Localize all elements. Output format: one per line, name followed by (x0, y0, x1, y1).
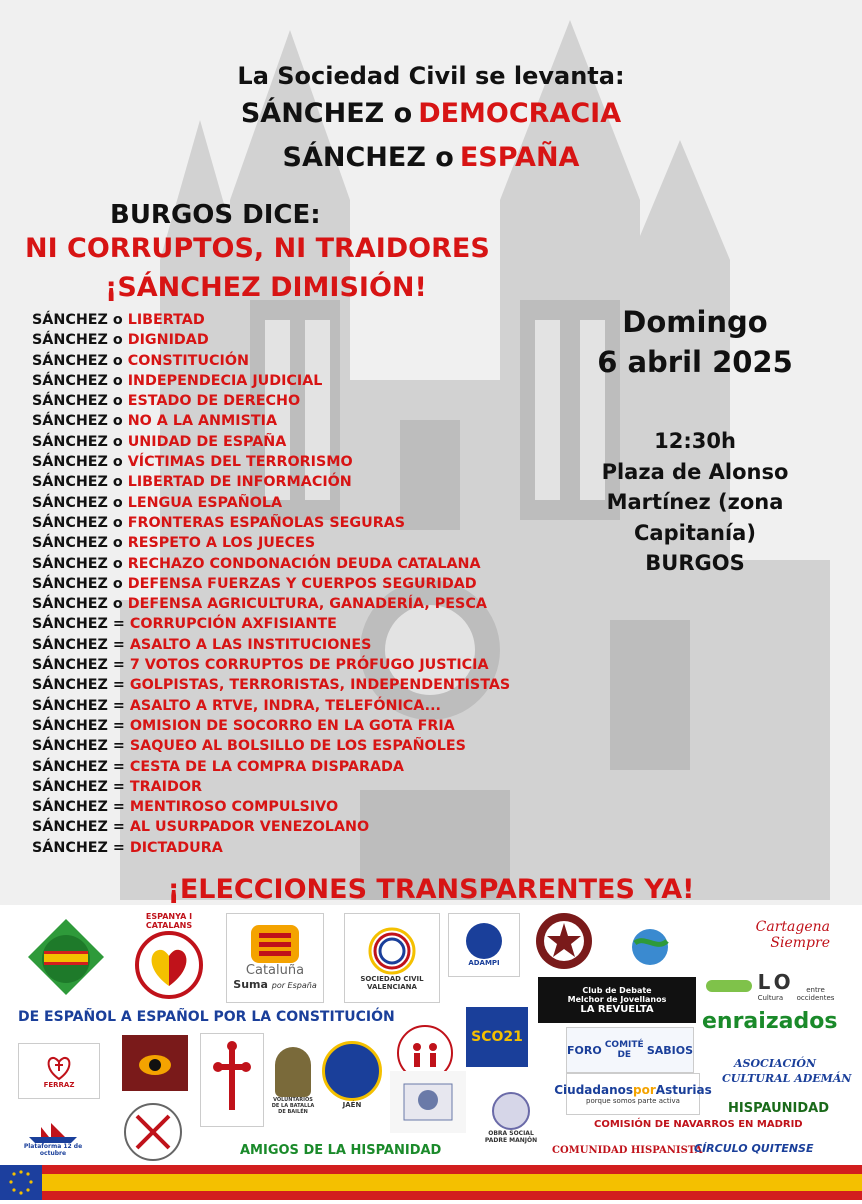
rings-icon (362, 925, 422, 975)
slogan-prefix: SÁNCHEZ o (32, 596, 128, 613)
slogan-prefix: SÁNCHEZ o (32, 494, 128, 511)
event-place-line1: Plaza de Alonso (601, 459, 789, 484)
event-place-line2: Martínez (zona (606, 490, 784, 514)
slogan-row (32, 736, 572, 756)
slogan-value: GOLPISTAS, TERRORISTAS, INDEPENDENTISTAS (129, 677, 511, 694)
heart-cross-icon (43, 1053, 75, 1081)
padre-manjon-logo (480, 1087, 542, 1149)
slogan-prefix: SÁNCHEZ = (32, 717, 130, 734)
ship-icon (25, 1121, 81, 1143)
ciudadanos-label: Ciudadanos (554, 1083, 634, 1097)
slogan-prefix: SÁNCHEZ o (32, 312, 128, 328)
slogan-value: CORRUPCIÓN AXFISIANTE (129, 616, 337, 633)
slogan-row (32, 675, 572, 695)
bailen-label: VOLUNTARIOS DE LA BATALLA DE BAILÉN (271, 1097, 315, 1115)
slogan-row (32, 371, 572, 391)
padre-manjon-icon (492, 1092, 530, 1130)
slogan-value: DICTADURA (129, 839, 223, 856)
slogan-value: ASALTO A LAS INSTITUCIONES (129, 636, 372, 653)
lo-sub1: Cultura (757, 994, 784, 1002)
slogan-value: ASALTO A RTVE, INDRA, TELEFÓNICA... (129, 697, 441, 714)
circulo-quitense-label: CÍRCULO QUITENSE (694, 1142, 814, 1155)
jaen-amigos-logo (320, 1035, 384, 1115)
slogan-prefix: SÁNCHEZ o (32, 393, 128, 410)
cataluna-suma-text2: Suma (233, 978, 268, 991)
slogan-value: 7 VOTOS CORRUPTOS DE PRÓFUGO JUSTICIA (129, 657, 489, 674)
header-line1: La Sociedad Civil se levanta: (237, 62, 625, 90)
slogan-prefix: SÁNCHEZ o (32, 454, 128, 471)
lo-icon (706, 980, 752, 992)
cross-icon (212, 1040, 252, 1120)
ciudadanos-sub: porque somos parte activa (586, 1097, 680, 1105)
bull-emblem-logo (122, 1035, 188, 1091)
slogan-prefix: SÁNCHEZ = (32, 677, 130, 694)
seal-logo (390, 1071, 466, 1133)
slogan-prefix: SÁNCHEZ = (32, 799, 130, 816)
slogan-prefix: SÁNCHEZ = (32, 819, 130, 836)
slogan-row (32, 533, 572, 553)
star-emblem-logo (532, 909, 596, 973)
la-revuelta-label: LA REVUELTA (580, 1003, 654, 1015)
slogan-value: INDEPENDECIA JUDICIAL (127, 372, 323, 389)
enraizados-label: enraizados (702, 1009, 838, 1034)
sanchez-dimision-slogan: ¡SÁNCHEZ DIMISIÓN! (105, 272, 427, 303)
sco21-label: SCO21 (471, 1029, 523, 1045)
slogan-row (32, 838, 572, 858)
de-espanol-a-espanol-label: DE ESPAÑOL A ESPAÑOL POR LA CONSTITUCIÓN (18, 1009, 395, 1025)
scv-label: SOCIEDAD CIVIL VALENCIANA (360, 975, 424, 991)
ni-corruptos-slogan: NI CORRUPTOS, NI TRAIDORES (25, 233, 490, 264)
ciudadanos-por-label: por (633, 1083, 656, 1097)
slogan-prefix: SÁNCHEZ = (32, 616, 130, 633)
hispaunidad-label: HISPAUNIDAD (728, 1101, 829, 1116)
slogan-row (32, 310, 572, 330)
cataluna-suma-icon (251, 925, 299, 963)
ferraz-label: FERRAZ (43, 1081, 75, 1089)
slogan-value: CONSTITUCIÓN (127, 352, 249, 369)
foro-comite-sabios-logo (566, 1027, 694, 1073)
event-date-block (560, 302, 830, 382)
slogan-prefix: SÁNCHEZ o (32, 535, 128, 552)
slogan-value: RECHAZO CONDONACIÓN DEUDA CATALANA (127, 555, 481, 572)
slogan-prefix: SÁNCHEZ = (32, 758, 130, 775)
slogan-row (32, 330, 572, 350)
slogan-value: RESPETO A LOS JUECES (127, 535, 316, 552)
slogan-row (32, 635, 572, 655)
slogan-row (32, 472, 572, 492)
elecciones-slogan: ¡ELECCIONES TRANSPARENTES YA! (167, 874, 695, 905)
slogan-value: UNIDAD DE ESPAÑA (127, 433, 287, 450)
foro-label: FORO (567, 1043, 602, 1057)
bull-icon (130, 1043, 180, 1083)
jaen-shield-icon (322, 1041, 382, 1101)
bailen-voluntarios-logo (268, 1035, 318, 1127)
club-debate-label: Club de Debate (582, 985, 652, 995)
comite-label: COMITÉ DE (604, 1040, 644, 1060)
header-line3 (0, 142, 862, 173)
slogan-row (32, 817, 572, 837)
slogan-value: TRAIDOR (129, 778, 203, 795)
adampi-logo (448, 913, 520, 977)
slogan-value: MENTIROSO COMPULSIVO (129, 799, 339, 816)
plataforma-label: Plataforma 12 de octubre (23, 1143, 83, 1157)
slogan-prefix: SÁNCHEZ o (32, 555, 128, 572)
slogan-prefix: SÁNCHEZ o (32, 433, 128, 450)
slogan-value: OMISION DE SOCORRO EN LA GOTA FRIA (129, 717, 455, 734)
slogan-prefix: SÁNCHEZ o (32, 332, 128, 349)
cartagena-siempre-logo (700, 909, 830, 961)
slogan-row (32, 696, 572, 716)
slogan-value: FRONTERAS ESPAÑOLAS SEGURAS (127, 514, 406, 531)
eu-flag-icon (0, 1165, 42, 1200)
cataluna-suma-text3: por España (271, 981, 317, 990)
header-line3-prefix: SÁNCHEZ o (282, 142, 454, 173)
sabios-label: SABIOS (646, 1043, 693, 1057)
slogan-value: VÍCTIMAS DEL TERRORISMO (127, 454, 353, 471)
slogan-prefix: SÁNCHEZ o (32, 352, 128, 369)
club-debate-sub: Melchor de Jovellanos (567, 994, 667, 1004)
slogan-prefix: SÁNCHEZ o (32, 474, 128, 491)
blue-globe-logo (612, 919, 688, 969)
ferraz-logo (18, 1043, 100, 1099)
slogan-value: DEFENSA FUERZAS Y CUERPOS SEGURIDAD (127, 575, 477, 592)
jaen-label: JAÉN (342, 1101, 362, 1109)
plataforma-12-octubre-logo (16, 1117, 90, 1161)
slogan-row (32, 554, 572, 574)
header-line3-highlight: ESPAÑA (459, 142, 580, 173)
spanish-flag-banner (0, 1165, 862, 1200)
adampi-label: ADAMPI (468, 959, 500, 967)
cataluna-suma-text1: Cataluña (245, 963, 305, 978)
slogan-row (32, 513, 572, 533)
slogan-row (32, 655, 572, 675)
cartagena-label: Cartagena (755, 919, 830, 935)
slogan-row (32, 432, 572, 452)
header-line2 (0, 98, 862, 129)
slogan-prefix: SÁNCHEZ = (32, 778, 130, 795)
logos-area (0, 905, 862, 1165)
slogan-row (32, 594, 572, 614)
slogan-value: DEFENSA AGRICULTURA, GANADERÍA, PESCA (127, 596, 487, 613)
siempre-label: Siempre (770, 935, 830, 951)
slogan-prefix: SÁNCHEZ = (32, 738, 130, 755)
slogan-row (32, 452, 572, 472)
slogan-value: NO A LA ANMISTIA (127, 413, 278, 430)
adampi-icon (466, 923, 502, 959)
slogan-row (32, 411, 572, 431)
event-place-line3: Capitanía) (634, 520, 756, 545)
espanya-i-catalans-logo (125, 910, 213, 1002)
header-line2-highlight: DEMOCRACIA (418, 98, 622, 129)
heart-icon (134, 930, 204, 1000)
globe-icon (615, 921, 685, 967)
lo-sub3: occidentes (796, 994, 835, 1002)
amigos-hispanidad-label: AMIGOS DE LA HISPANIDAD (240, 1143, 442, 1158)
sco21-logo (466, 1007, 528, 1067)
lo-sub2: entre (806, 986, 825, 994)
slogan-prefix: SÁNCHEZ o (32, 514, 128, 531)
slogan-row (32, 777, 572, 797)
slogan-row (32, 716, 572, 736)
comunidad-hispanista-label: COMUNIDAD HISPANISTA (552, 1145, 703, 1156)
slogan-value: AL USURPADOR VENEZOLANO (129, 819, 370, 836)
slogan-value: SAQUEO AL BOLSILLO DE LOS ESPAÑOLES (129, 738, 466, 755)
seal-icon (400, 1080, 456, 1124)
sociedad-civil-valenciana-logo (344, 913, 440, 1003)
circulo-cultural-logo (122, 1101, 184, 1163)
event-day: Domingo (622, 305, 768, 339)
slogan-list (32, 310, 572, 858)
slogan-prefix: SÁNCHEZ = (32, 839, 130, 856)
event-place-block (560, 426, 830, 579)
slogan-row (32, 757, 572, 777)
star-icon (534, 911, 594, 971)
shield-icon (275, 1047, 311, 1097)
slogan-value: ESTADO DE DERECHO (127, 393, 301, 410)
slogan-value: LENGUA ESPAÑOLA (127, 494, 283, 511)
cataluna-suma-logo (226, 913, 324, 1003)
slogan-value: CESTA DE LA COMPRA DISPARADA (129, 758, 404, 775)
ademan-line2: CULTURAL ADEMÁN (722, 1072, 852, 1085)
slogan-value: DIGNIDAD (127, 332, 209, 349)
slogan-value: LIBERTAD (127, 312, 205, 328)
slogan-prefix: SÁNCHEZ o (32, 575, 128, 592)
asociacion-socibum-logo (22, 913, 110, 1001)
slogan-row (32, 493, 572, 513)
slogan-row (32, 391, 572, 411)
slogan-row (32, 614, 572, 634)
slogan-prefix: SÁNCHEZ o (32, 413, 128, 430)
event-city: BURGOS (645, 551, 745, 575)
slogan-row (32, 797, 572, 817)
ciudadanos-asturias-logo (554, 1073, 712, 1115)
padre-manjon-line2: PADRE MANJÓN (484, 1137, 538, 1144)
club-debate-la-revuelta-logo (538, 977, 696, 1023)
lo-cultura-logo (702, 963, 838, 1009)
espanya-catalans-label: ESPANYA I CATALANS (145, 912, 193, 930)
padre-manjon-line1: OBRA SOCIAL (488, 1130, 534, 1137)
burgos-dice: BURGOS DICE: (110, 200, 321, 230)
slogan-value: LIBERTAD DE INFORMACIÓN (127, 474, 352, 491)
event-time: 12:30h (654, 429, 736, 453)
header-line2-prefix: SÁNCHEZ o (240, 98, 413, 129)
santiago-cross-logo (200, 1033, 264, 1127)
slogan-prefix: SÁNCHEZ o (32, 372, 128, 389)
slogan-prefix: SÁNCHEZ = (32, 697, 130, 714)
ciudadanos-asturias-label: Asturias (655, 1083, 712, 1097)
slogan-row (32, 574, 572, 594)
event-date: 6 abril 2025 (597, 345, 793, 379)
crossed-swords-icon (123, 1102, 183, 1162)
ademan-line1: ASOCIACIÓN (734, 1057, 817, 1070)
lo-label: LO (757, 970, 795, 994)
slogan-prefix: SÁNCHEZ = (32, 657, 130, 674)
comision-navarros-label: COMISIÓN DE NAVARROS EN MADRID (594, 1119, 803, 1130)
slogan-prefix: SÁNCHEZ = (32, 636, 130, 653)
slogan-row (32, 351, 572, 371)
